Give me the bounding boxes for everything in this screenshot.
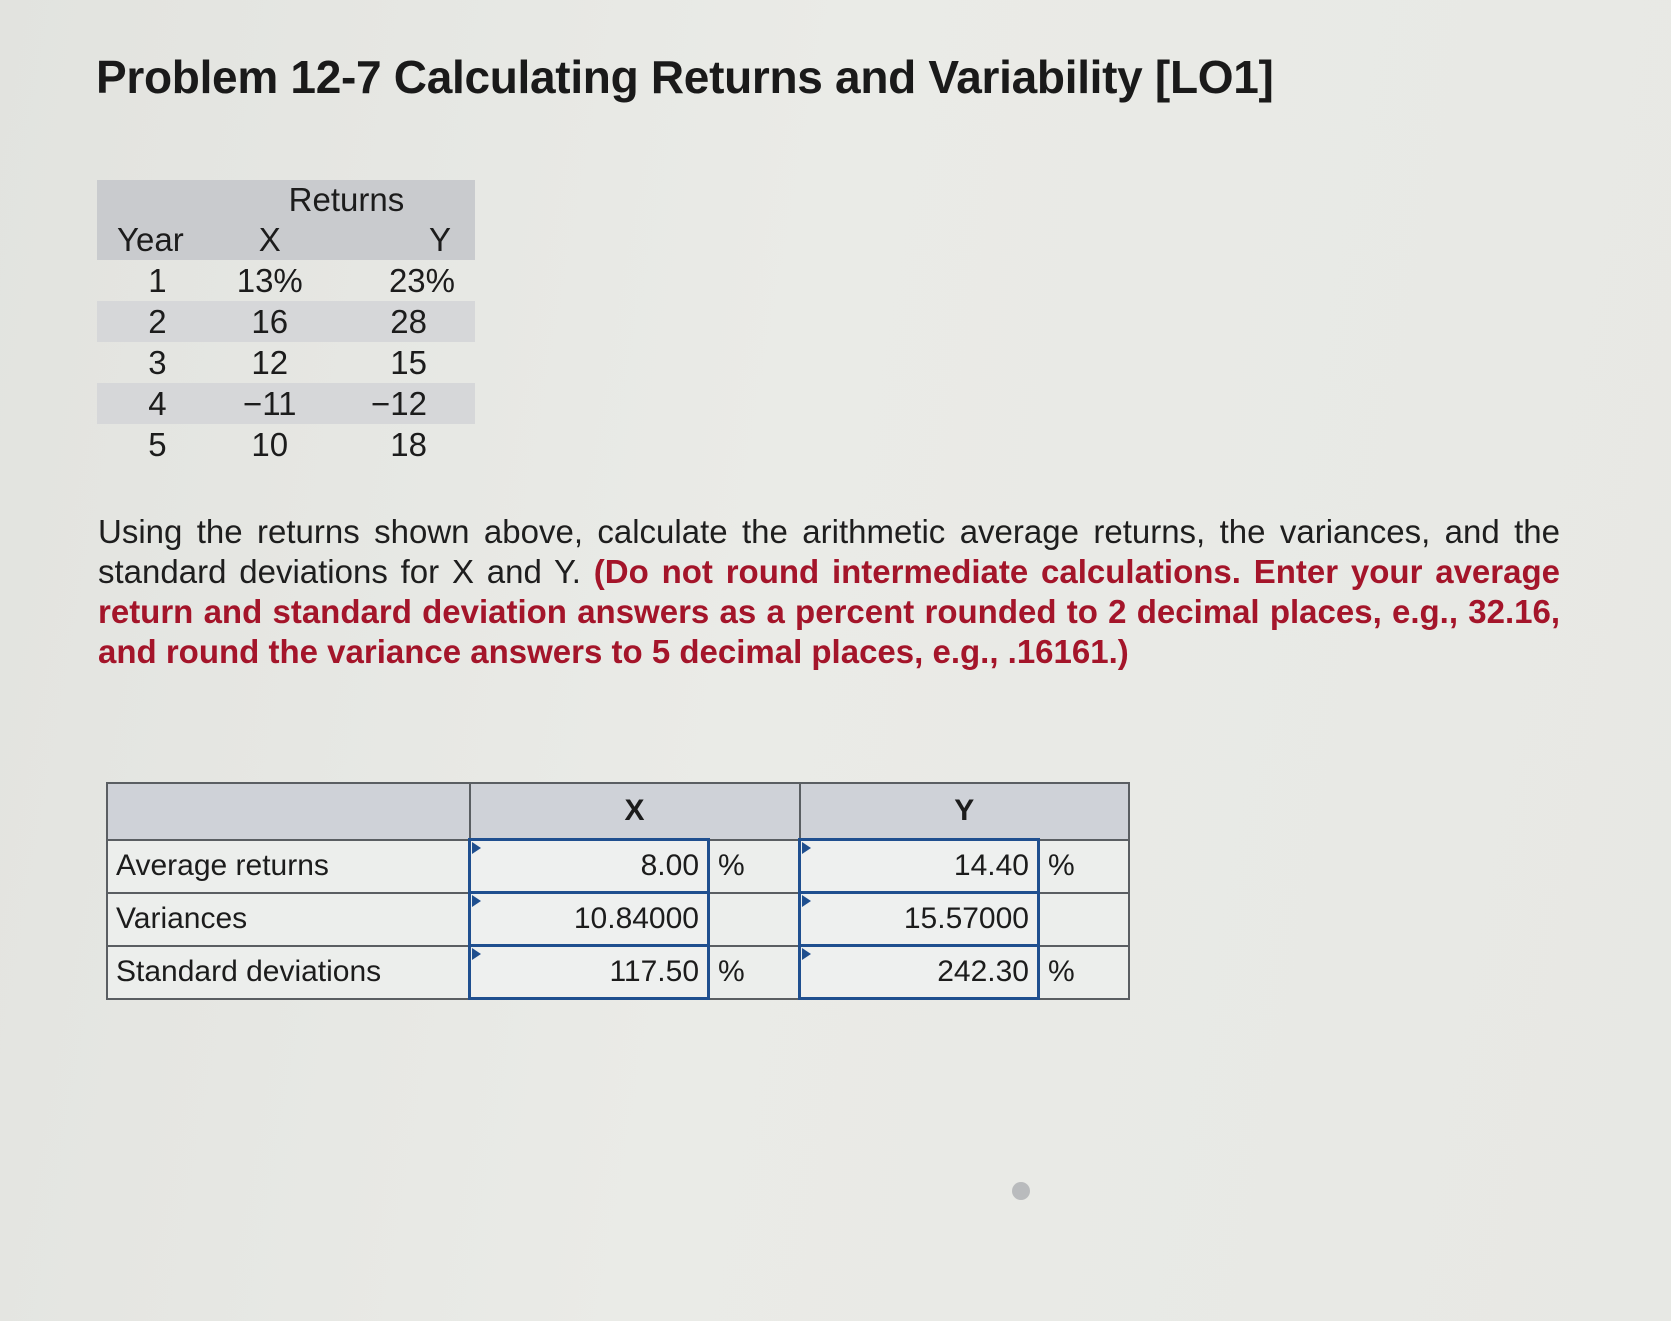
y-header: Y — [428, 221, 451, 258]
returns-column-header-row — [97, 220, 475, 260]
unit-label: % — [709, 946, 800, 999]
y-return-cell: 18 — [390, 425, 427, 463]
variance-x-input[interactable]: 10.84000 — [470, 893, 709, 946]
table-row — [97, 424, 475, 465]
x-header: X — [258, 221, 281, 258]
returns-group-header-row — [97, 180, 475, 220]
x-return-cell: 13% — [236, 261, 303, 299]
unit-label: % — [709, 840, 800, 893]
unit-label — [709, 893, 800, 946]
answer-header-x: X — [470, 783, 800, 840]
x-return-cell: −11 — [218, 383, 322, 424]
year-cell: 5 — [148, 425, 167, 463]
average-return-x-input[interactable]: 8.00 — [470, 840, 709, 893]
x-return-cell: 16 — [218, 301, 322, 342]
year-cell: 1 — [148, 261, 167, 299]
unit-label: % — [1039, 840, 1130, 893]
table-row — [97, 383, 475, 424]
row-label: Standard deviations — [107, 946, 470, 999]
std-deviation-x-input[interactable]: 117.50 — [470, 946, 709, 999]
unit-label: % — [1039, 946, 1130, 999]
year-cell: 2 — [97, 301, 218, 342]
answer-header-y: Y — [800, 783, 1130, 840]
year-cell: 4 — [97, 383, 218, 424]
answer-header-row — [107, 783, 1129, 840]
year-cell: 3 — [148, 343, 167, 381]
table-row — [107, 893, 1129, 946]
table-row — [107, 840, 1129, 893]
row-label: Average returns — [107, 840, 470, 893]
question-instructions: (Do not round intermediate calculations. Enter your average return and standard deviation answers as a percent rounded to 2 decimal places, e.g., 32.16, and round the variance answers to 5 decimal places, e.g., .16161.) — [98, 553, 1560, 670]
y-return-cell: 23% — [388, 261, 455, 299]
table-row — [97, 301, 475, 342]
screen-speck — [1012, 1182, 1030, 1200]
table-row — [97, 260, 475, 301]
table-row — [97, 342, 475, 383]
answer-table — [106, 782, 1130, 1000]
question-text — [98, 512, 1560, 672]
returns-group-header: Returns — [288, 181, 405, 218]
table-row — [107, 946, 1129, 999]
variance-y-input[interactable]: 15.57000 — [800, 893, 1039, 946]
problem-title: Problem 12-7 Calculating Returns and Variability [LO1] — [96, 51, 1274, 103]
average-return-y-input[interactable]: 14.40 — [800, 840, 1039, 893]
y-return-cell: −12 — [322, 383, 475, 424]
x-return-cell: 10 — [251, 425, 289, 463]
y-return-cell: 28 — [322, 301, 475, 342]
answer-header-blank — [107, 783, 470, 840]
returns-table — [97, 180, 475, 465]
question-body: Using the returns shown above, calculate the arithmetic average returns, the variances, and the standard deviations for X and Y. — [98, 513, 1560, 590]
y-return-cell: 15 — [390, 343, 427, 381]
unit-label — [1039, 893, 1130, 946]
year-header: Year — [117, 221, 184, 258]
row-label: Variances — [107, 893, 470, 946]
x-return-cell: 12 — [251, 343, 289, 381]
std-deviation-y-input[interactable]: 242.30 — [800, 946, 1039, 999]
